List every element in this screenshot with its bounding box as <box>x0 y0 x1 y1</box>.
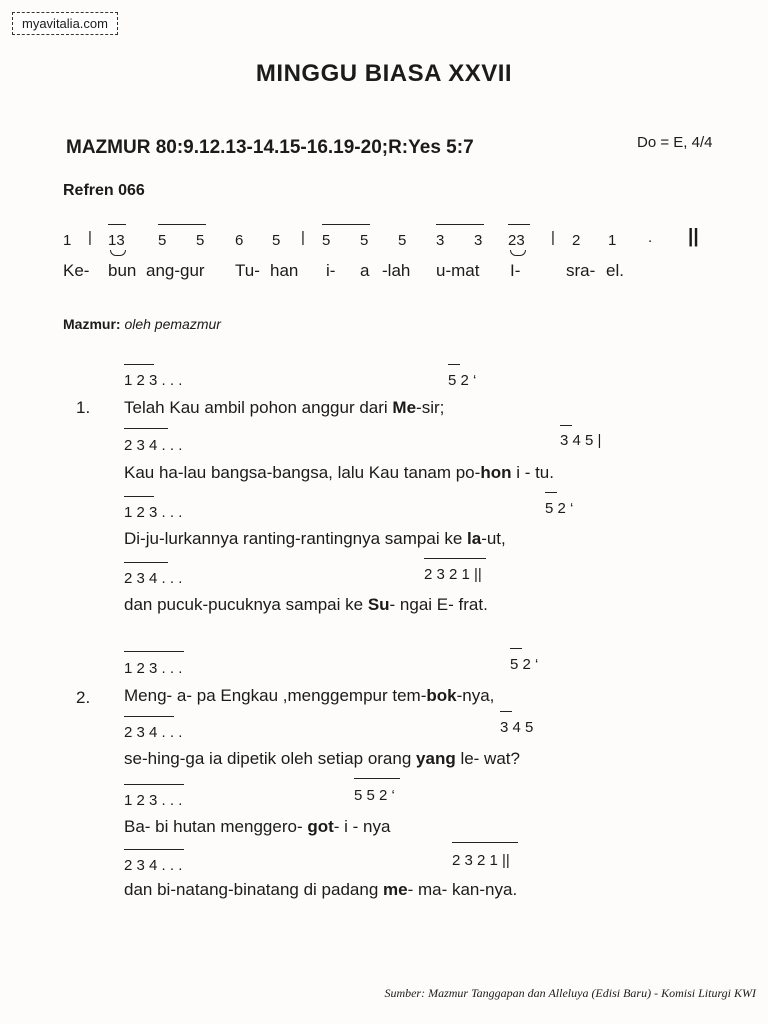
note: 2 <box>572 232 581 249</box>
pre-notes: 1 2 3 . . . <box>124 504 183 521</box>
syllable: u-mat <box>436 261 480 280</box>
verse-line: Meng- a- pa Engkau ,menggempur tem-bok-nya, <box>124 686 495 705</box>
verse-number: 2. <box>76 688 91 707</box>
syllable: han <box>270 261 299 280</box>
pre-notes: 2 3 4 . . . <box>124 437 183 454</box>
end-bar: || <box>688 226 699 247</box>
note: 5 <box>272 232 281 249</box>
note: 13 <box>108 232 125 249</box>
pre-notes: 2 3 4 . . . <box>124 570 183 587</box>
verse-line: dan bi-natang-binatang di padang me- ma- kan-nya. <box>124 880 518 899</box>
verse-line: se-hing-ga ia dipetik oleh setiap orang yang le- wat? <box>124 749 520 768</box>
post-notes: 5 2 ‘ <box>448 372 477 389</box>
syllable: a <box>360 261 370 280</box>
syllable: I- <box>510 261 521 280</box>
pre-notes: 1 2 3 . . . <box>124 792 183 809</box>
post-notes: 5 5 2 ‘ <box>354 787 395 804</box>
page-title: MINGGU BIASA XXVII <box>255 60 513 87</box>
note: 1 <box>608 232 617 249</box>
note: 23 <box>508 232 525 249</box>
syllable: Tu- <box>235 261 260 280</box>
verse-line: dan pucuk-pucuknya sampai ke Su- ngai E- frat. <box>124 595 488 614</box>
verse-number: 1. <box>76 398 91 417</box>
syllable: el. <box>606 261 624 280</box>
syllable: ang-gur <box>146 261 205 280</box>
watermark: myavitalia.com <box>12 12 118 35</box>
post-notes: 2 3 2 1 || <box>452 852 510 869</box>
source-credit: Sumber: Mazmur Tanggapan dan Alleluya (Edisi Baru) - Komisi Liturgi KWI <box>384 986 756 1000</box>
psalm-reference: MAZMUR 80:9.12.13-14.15-16.19-20;R:Yes 5:7 <box>66 137 474 158</box>
syllable: Ke- <box>63 261 90 280</box>
post-notes: 5 2 ‘ <box>545 500 574 517</box>
note: 3 <box>474 232 483 249</box>
post-notes: 5 2 ‘ <box>510 656 539 673</box>
note: . <box>648 229 653 246</box>
pre-notes: 2 3 4 . . . <box>124 857 183 874</box>
pre-notes: 2 3 4 . . . <box>124 724 183 741</box>
pemazmur-note <box>63 316 221 332</box>
key-signature: Do = E, 4/4 <box>637 134 713 151</box>
verse-line: Ba- bi hutan menggero- got- i - nya <box>124 817 391 836</box>
syllable: i- <box>326 261 336 280</box>
pemazmur-text: oleh pemazmur <box>124 316 221 332</box>
post-notes: 2 3 2 1 || <box>424 566 482 583</box>
syllable: sra- <box>566 261 596 280</box>
note: 5 <box>196 232 205 249</box>
verse-line: Di-ju-lurkannya ranting-rantingnya sampai ke la-ut, <box>124 529 506 548</box>
note: 5 <box>322 232 331 249</box>
pre-notes: 1 2 3 . . . <box>124 660 183 677</box>
syllable: bun <box>108 261 137 280</box>
bar-line: | <box>301 229 305 246</box>
bar-line: | <box>88 229 92 246</box>
verse-line: Kau ha-lau bangsa-bangsa, lalu Kau tanam po-hon i - tu. <box>124 463 554 482</box>
pre-notes: 1 2 3 . . . <box>124 372 183 389</box>
note: 3 <box>436 232 445 249</box>
note: 5 <box>360 232 369 249</box>
note: 1 <box>63 232 72 249</box>
post-notes: 3 4 5 <box>500 719 534 736</box>
pemazmur-label: Mazmur: <box>63 316 121 332</box>
refren-label: Refren 066 <box>63 182 145 199</box>
post-notes: 3 4 5 | <box>560 432 602 449</box>
verse-line: Telah Kau ambil pohon anggur dari Me-sir; <box>124 398 445 417</box>
bar-line: | <box>551 229 555 246</box>
note: 6 <box>235 232 244 249</box>
syllable: -lah <box>382 261 411 280</box>
note: 5 <box>398 232 407 249</box>
note: 5 <box>158 232 167 249</box>
